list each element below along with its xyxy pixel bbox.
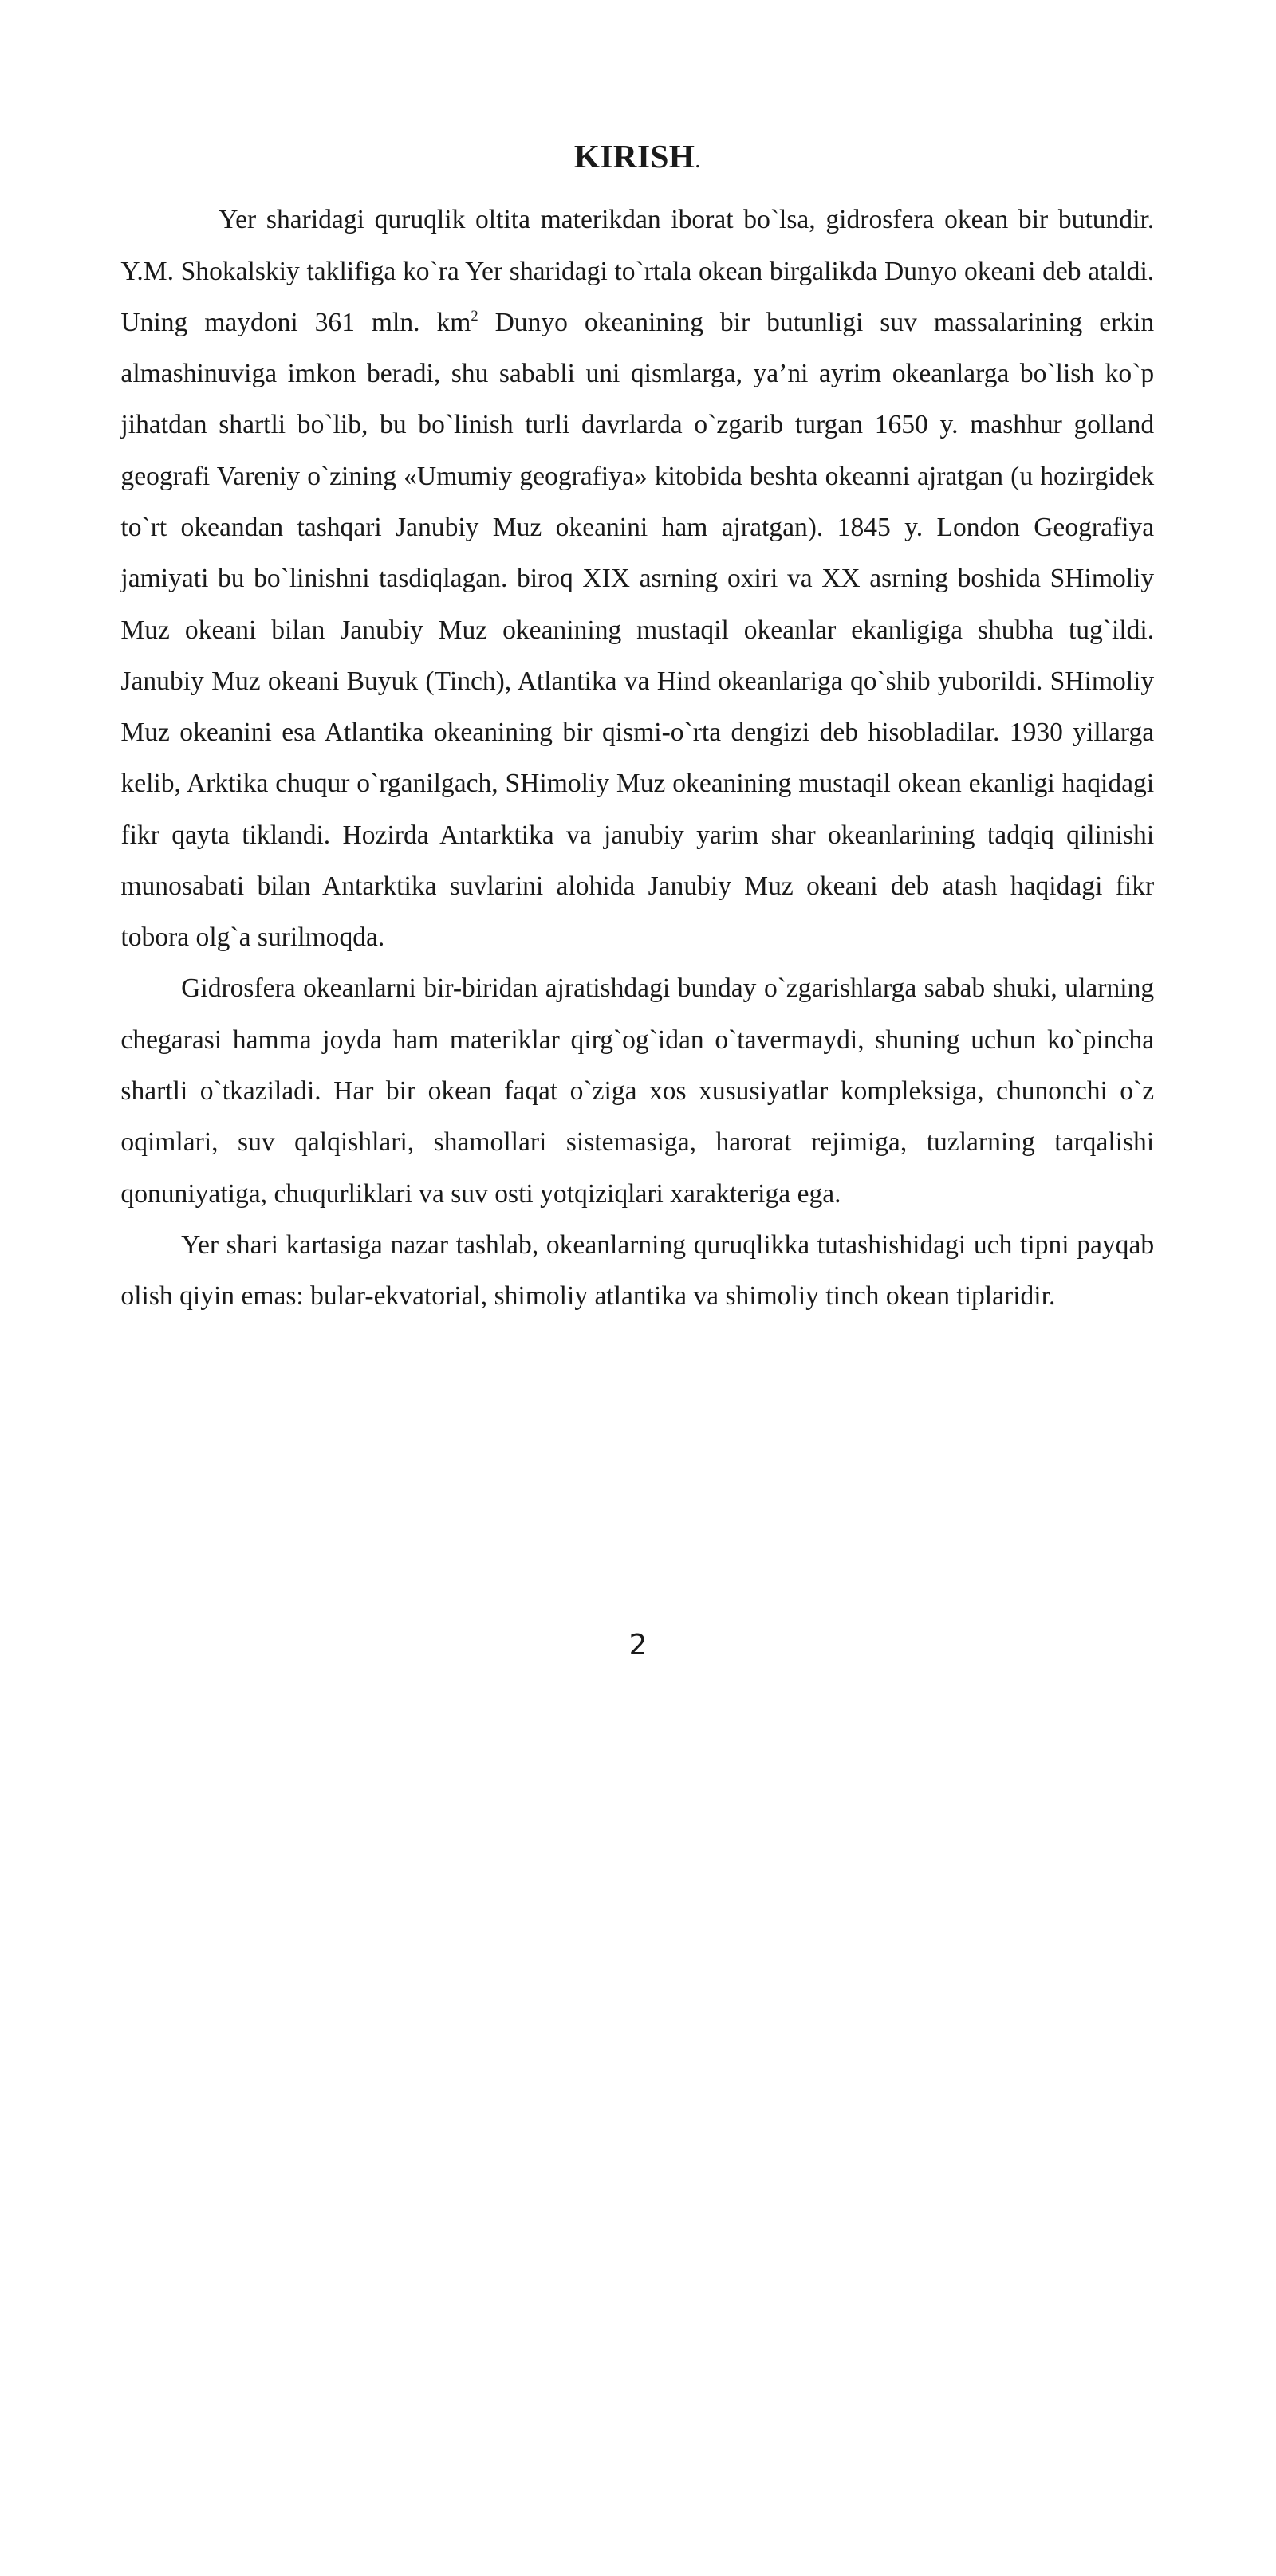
page-content (120, 135, 1154, 1323)
paragraph-3: Yer shari kartasiga nazar tashlab, okeanlarning quruqlikka tutashishidagi uch tipni payqab olish qiyin emas: bular-ekvatorial, shimoliy atlantika va shimoliy tinch okean tiplaridir. (120, 1229, 1155, 1312)
paragraph-1 (120, 195, 1154, 963)
title-text: KIRISH (573, 137, 695, 175)
page-number: 2 (628, 1629, 648, 1662)
paragraph-2: Gidrosfera okeanlarni bir-biridan ajratishdagi bunday o`zgarishlarga sabab shuki, ularning chegarasi hamma joyda ham materiklar qirg`og`idan o`tavermaydi, shuning uchun ko`pincha shartli o`tkaziladi. Har bir okean faqat o`ziga xos xususiyatlar kompleksiga, chunonchi o`z oqimlari, suv qalqishlari, shamollari sistemasiga, harorat rejimiga, tuzlarning tarqalishi qonuniyatiga, chuqurliklari va suv osti yotqiziqlari xarakteriga ega. (120, 973, 1155, 1209)
title-suffix: . (695, 147, 701, 173)
page-title (120, 135, 1154, 178)
paragraph-1-text-start: Yer sharidagi quruqlik oltita materikdan iborat bo`lsa, gidrosfera okean bir butundir. Y.M. Shokalskiy taklifiga ko`ra Yer sharidagi to`rtala okean birgalikda Dunyo okeani deb ataldi. Uning maydoni 361 mln. km (120, 205, 1155, 337)
paragraph-1-text-end: Dunyo okeanining bir butunligi suv massalarining erkin almashinuviga imkon beradi, shu sababli uni qismlarga, ya’ni ayrim okeanlarga bo`lish ko`p jihatdan shartli bo`lib, bu bo`linish turli davrlarda o`zgarib turgan 1650 y. mashhur golland geografi Vareniy o`zining «Umumiy geografiya» kitobida beshta okeanni ajratgan (u hozirgidek to`rt okeandan tashqari Janubiy Muz okeanini ham ajratgan). 1845 y. London Geografiya jamiyati bu bo`linishni tasdiqlagan. biroq XIX asrning oxiri va XX asrning boshida SHimoliy Muz okeani bilan Janubiy Muz okeanining mustaqil okeanlar ekanligiga shubha tug`ildi. Janubiy Muz okeani Buyuk (Tinch), Atlantika va Hind okeanlariga qo`shib yuborildi. SHimoliy Muz okeanini esa Atlantika okeanining bir qismi-o`rta dengizi deb hisobladilar. 1930 yillarga kelib, Arktika chuqur o`rganilgach, SHimoliy Muz okeanining mustaqil okean ekanligi haqidagi fikr qayta tiklandi. Hozirda Antarktika va janubiy yarim shar okeanlarining tadqiq qilinishi munosabati bilan Antarktika suvlarini alohida Janubiy Muz okeani deb atash haqidagi fikr tobora olg`a surilmoqda. (120, 307, 1155, 953)
area-unit-superscript: 2 (471, 307, 478, 324)
